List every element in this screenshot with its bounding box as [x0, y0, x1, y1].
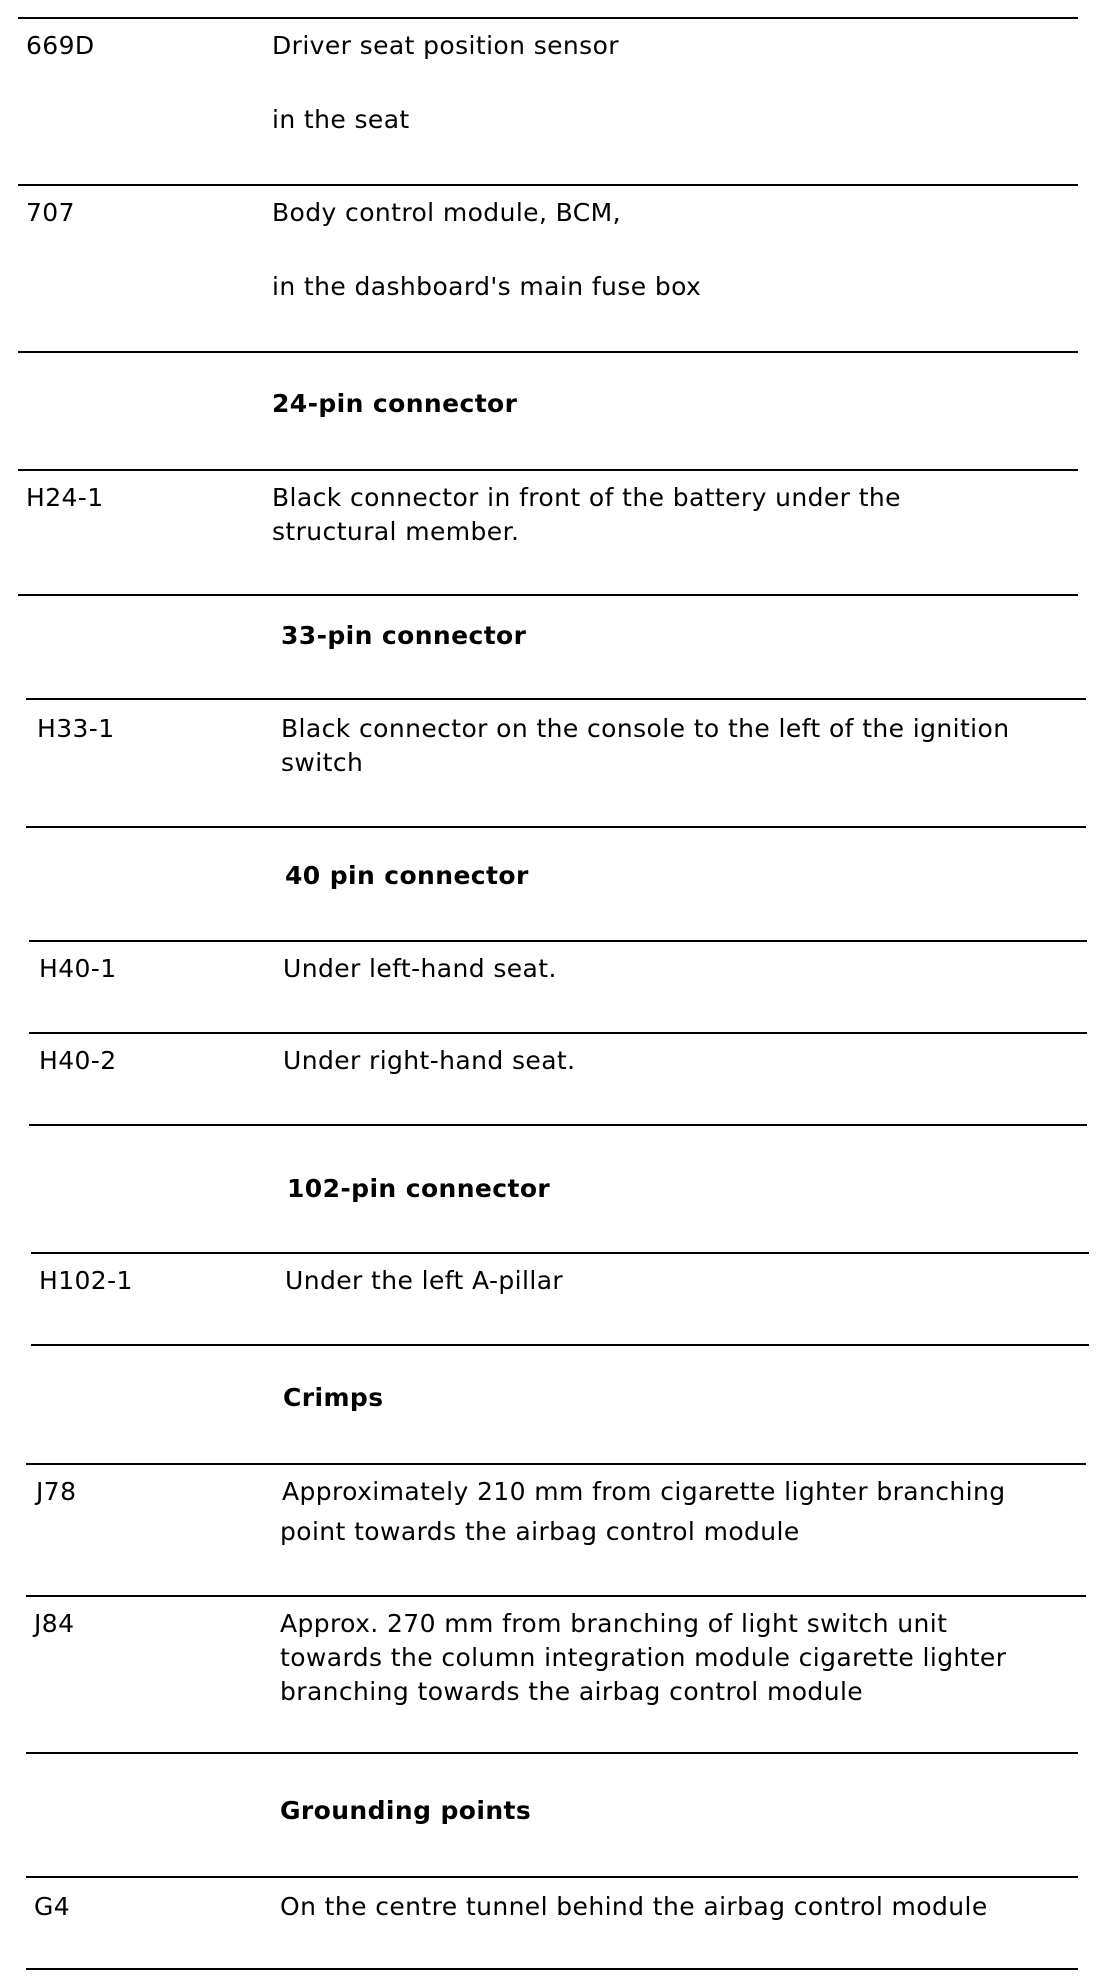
table-rule [18, 469, 1078, 471]
table-row-code: H102-1 [39, 1266, 133, 1295]
table-row-description: towards the column integration module cigarette lighter [280, 1643, 1007, 1672]
table-rule [29, 940, 1087, 942]
table-row-description: Under right-hand seat. [283, 1046, 576, 1075]
table-row-description: in the seat [272, 105, 410, 134]
section-heading: 40 pin connector [285, 861, 529, 890]
table-rule [26, 1463, 1086, 1465]
table-row-code: H24-1 [26, 483, 104, 512]
table-rule [18, 17, 1078, 19]
section-heading: 102-pin connector [287, 1174, 551, 1203]
table-row-description: On the centre tunnel behind the airbag control module [280, 1892, 988, 1921]
table-row-code: H33-1 [37, 714, 115, 743]
table-row-description: point towards the airbag control module [280, 1517, 800, 1546]
table-row-code: G4 [34, 1892, 71, 1921]
table-row-code: H40-2 [39, 1046, 117, 1075]
table-row-code: 707 [26, 198, 75, 227]
table-rule [18, 594, 1078, 596]
table-row-code: J84 [34, 1609, 75, 1638]
section-heading: 24-pin connector [272, 389, 518, 418]
table-rule [18, 351, 1078, 353]
table-row-description: in the dashboard's main fuse box [272, 272, 702, 301]
section-heading: 33-pin connector [281, 621, 527, 650]
table-row-description: Under the left A-pillar [285, 1266, 564, 1295]
table-rule [29, 1124, 1087, 1126]
table-rule [29, 1032, 1087, 1034]
table-row-description: Approx. 270 mm from branching of light switch unit [280, 1609, 948, 1638]
table-row-description: Under left-hand seat. [283, 954, 557, 983]
section-heading: Grounding points [280, 1796, 532, 1825]
table-row-description: Driver seat position sensor [272, 31, 619, 60]
table-row-description: structural member. [272, 517, 520, 546]
table-row-description: Body control module, BCM, [272, 198, 621, 227]
table-row-description: Black connector on the console to the left of the ignition [281, 714, 1010, 743]
table-rule [31, 1344, 1089, 1346]
table-row-description: Black connector in front of the battery under the [272, 483, 901, 512]
table-rule [26, 1752, 1078, 1754]
table-rule [26, 1595, 1086, 1597]
table-row-description: switch [281, 748, 364, 777]
table-rule [26, 1968, 1078, 1970]
table-row-code: J78 [36, 1477, 77, 1506]
table-rule [26, 826, 1086, 828]
table-row-description: Approximately 210 mm from cigarette lighter branching [282, 1477, 1006, 1506]
table-rule [18, 184, 1078, 186]
table-row-code: 669D [26, 31, 95, 60]
table-rule [26, 698, 1086, 700]
table-rule [26, 1876, 1078, 1878]
section-heading: Crimps [283, 1383, 384, 1412]
table-row-code: H40-1 [39, 954, 117, 983]
table-rule [31, 1252, 1089, 1254]
table-row-description: branching towards the airbag control module [280, 1677, 864, 1706]
